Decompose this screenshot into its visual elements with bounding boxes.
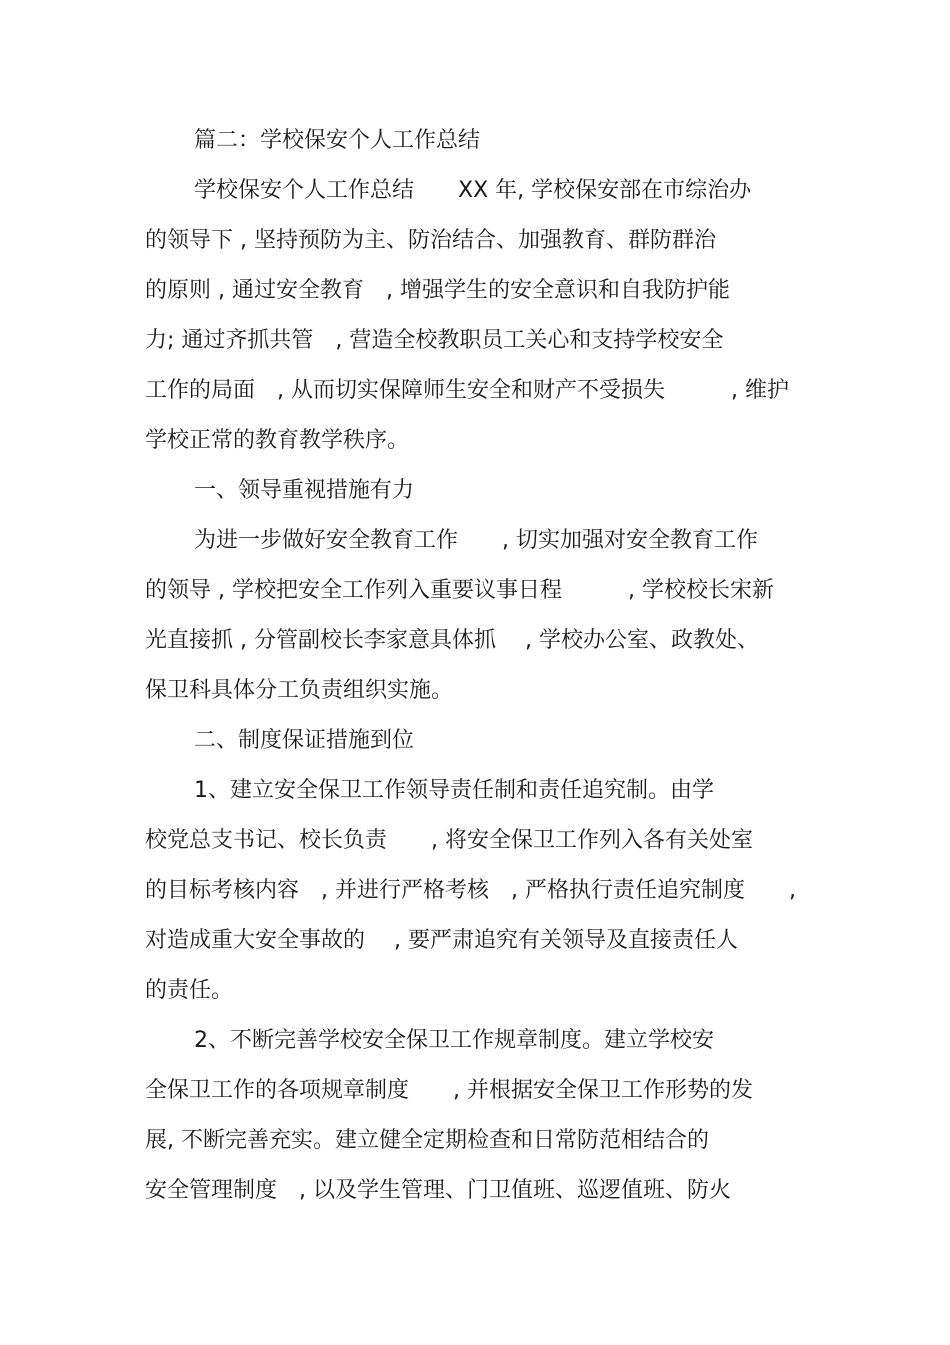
- paragraph-line: 的领导下 , 坚持预防为主、防治结合、加强教育、群防群治: [145, 228, 716, 253]
- paragraph-line: 2、不断完善学校安全保卫工作规章制度。建立学校安: [194, 1028, 714, 1053]
- paragraph-line: 光直接抓 , 分管副校长李家意具体抓 , 学校办公室、政教处、: [145, 628, 759, 653]
- paragraph-line: 校党总支书记、校长负责 , 将安全保卫工作列入各有关处室: [145, 828, 753, 853]
- paragraph-line: 工作的局面 , 从而切实保障师生安全和财产不受损失 , 维护: [145, 378, 789, 403]
- section-title: 篇二：学校保安个人工作总结: [194, 128, 481, 153]
- section-heading: 一、领导重视措施有力: [194, 478, 415, 503]
- paragraph-line: 的原则 , 通过安全教育 , 增强学生的安全意识和自我防护能: [145, 278, 730, 303]
- paragraph-line: 的责任。: [145, 978, 234, 1003]
- paragraph-line: 全保卫工作的各项规章制度 , 并根据安全保卫工作形势的发: [145, 1078, 753, 1103]
- paragraph-line: 力; 通过齐抓共管 , 营造全校教职员工关心和支持学校安全: [145, 328, 724, 353]
- paragraph-line: 学校正常的教育教学秩序。: [145, 428, 410, 453]
- paragraph-line: 安全管理制度 , 以及学生管理、门卫值班、巡逻值班、防火: [145, 1178, 731, 1203]
- paragraph-line: 对造成重大安全事故的 , 要严肃追究有关领导及直接责任人: [145, 928, 738, 953]
- paragraph-line: 的领导 , 学校把安全工作列入重要议事日程 , 学校校长宋新: [145, 578, 774, 603]
- paragraph-line: 保卫科具体分工负责组织实施。: [145, 678, 454, 703]
- paragraph-line: 展, 不断完善充实。建立健全定期检查和日常防范相结合的: [145, 1128, 709, 1153]
- paragraph-line: 的目标考核内容 , 并进行严格考核 , 严格执行责任追究制度 ,: [145, 878, 796, 903]
- section-heading: 二、制度保证措施到位: [194, 728, 415, 753]
- paragraph-line: 1、建立安全保卫工作领导责任制和责任追究制。由学: [194, 778, 714, 803]
- paragraph-line: 为进一步做好安全教育工作 , 切实加强对安全教育工作: [194, 528, 758, 553]
- paragraph-line: 学校保安个人工作总结 XX 年, 学校保安部在市综治办: [194, 178, 752, 203]
